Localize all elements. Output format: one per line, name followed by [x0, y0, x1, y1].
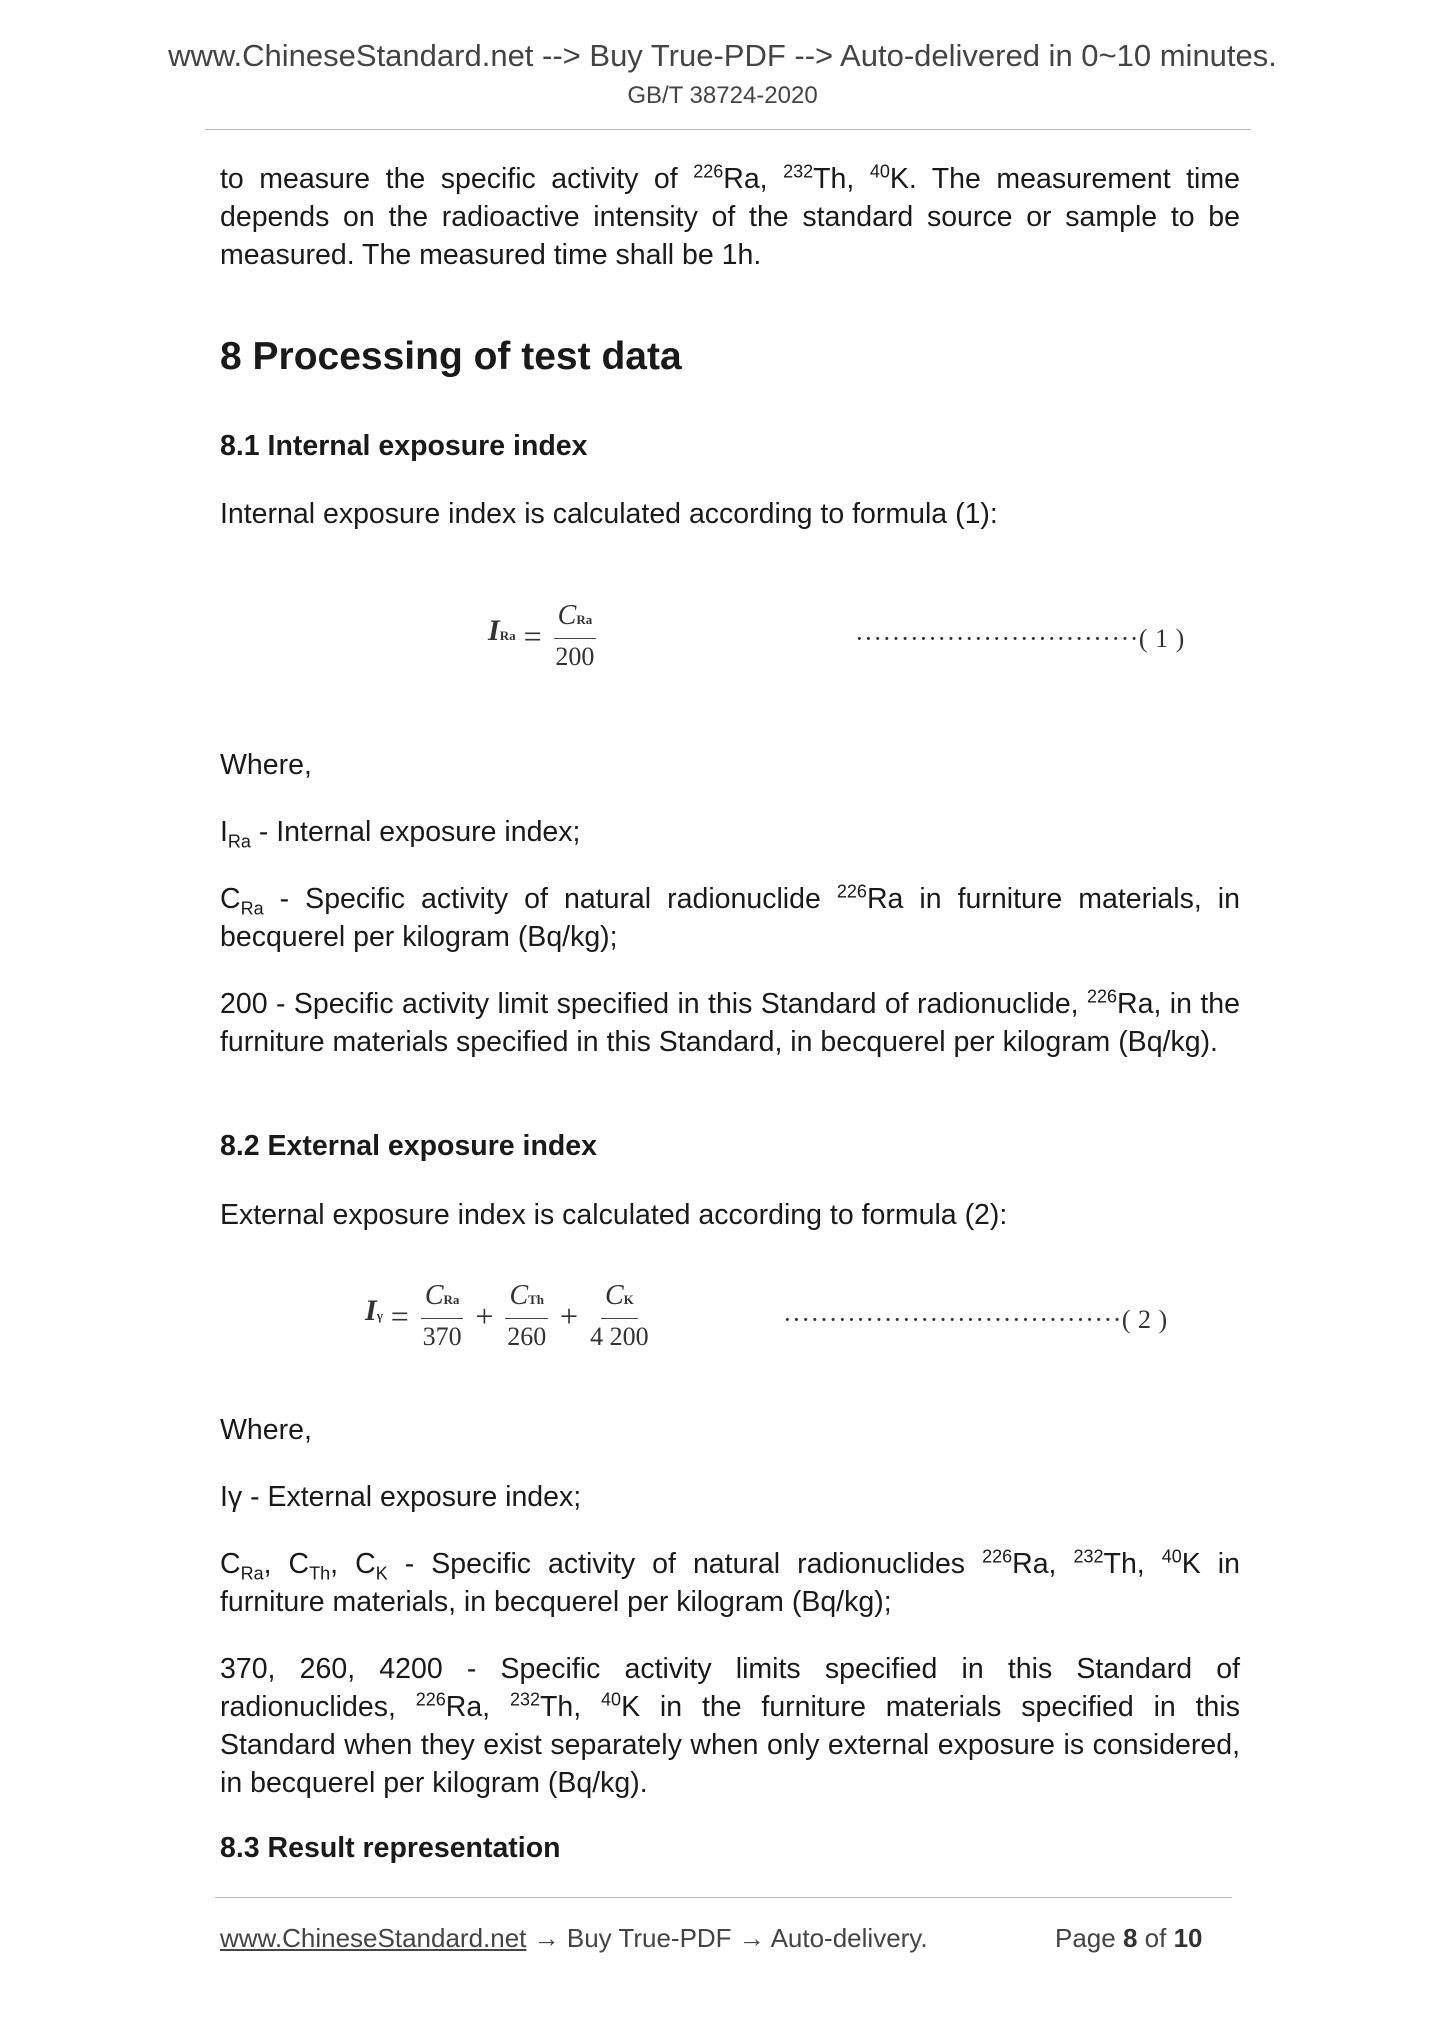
- s82-def-1: Iγ - External exposure index;: [220, 1481, 582, 1513]
- s81-where: Where,: [220, 749, 312, 781]
- formula-1-label: ( 1 ): [1138, 624, 1185, 653]
- formula-2-term-ra: $\frac{\text{CRa}}{370}$: [422, 1280, 462, 1351]
- s81-intro: Internal exposure index is calculated according to formula (1):: [220, 498, 998, 530]
- page-indicator: Page 8 of 10: [1055, 1923, 1203, 1953]
- formula-1-fraction: $\frac{\text{CRa}}{200}$: [555, 600, 595, 671]
- formula-2-label: ( 2 ): [1121, 1305, 1168, 1334]
- section-8-1-heading: 8.1 Internal exposure index: [220, 430, 588, 462]
- section-8-heading: 8 Processing of test data: [220, 335, 682, 378]
- s82-def-3: 370, 260, 4200 - Specific activity limits specified in this Standard of radionuclides, $^{226}$Ra, $^{232}$Th, $^{40}$K in the furniture materials specified in this Standard when they exist separately when only external exposure is considered, in becquerel per kilogram (Bq/kg).: [220, 1653, 1240, 1799]
- footer-promo: www.ChineseStandard.net → Buy True-PDF → Auto-delivery.: [220, 1923, 928, 1953]
- section-8-3-heading: 8.3 Result representation: [220, 1832, 561, 1864]
- formula-1-leader: ·······························( 1 ): [855, 624, 1185, 653]
- equals-sign: =: [523, 617, 542, 654]
- formula-1: [488, 600, 600, 672]
- section-8-2-heading: 8.2 External exposure index: [220, 1130, 597, 1162]
- formula-2-lhs: Iγ: [365, 1293, 383, 1327]
- formula-2: Iγ = $\frac{\text{CRa}}{370}$ + $\frac{\text{CTh}}{260}$ + $\frac{CK}{4 200}$: [365, 1280, 649, 1351]
- formula-2-leader: ·····································( 2 ): [783, 1305, 1168, 1334]
- s82-def-2: $C_{Ra}$, $C_{Th}$, $C_K$ - Specific activity of natural radionuclides $^{226}$Ra, $^{232}$Th, $^{40}$K in furniture materials, in becquerel per kilogram (Bq/kg);: [220, 1546, 1240, 1618]
- s81-def-2: $C_{Ra}$ - Specific activity of natural radionuclide $^{226}$Ra in furniture materials, in becquerel per kilogram (Bq/kg);: [220, 881, 1240, 953]
- s82-where: Where,: [220, 1414, 312, 1446]
- s81-def-1: $I_{Ra}$ - Internal exposure index;: [220, 816, 581, 852]
- formula-2-term-k: $\frac{CK}{4 200}$: [590, 1280, 649, 1351]
- document-code: GB/T 38724-2020: [627, 82, 818, 109]
- footer-divider: [215, 1897, 1232, 1898]
- footer-site-link[interactable]: www.ChineseStandard.net: [220, 1923, 527, 1953]
- intro-paragraph: to measure the specific activity of $^{226}$Ra, $^{232}$Th, $^{40}$K. The measurement time depends on the radioactive intensity of the standard source or sample to be measured. The measured time shall be 1h.: [220, 161, 1240, 271]
- s81-def-3: 200 - Specific activity limit specified in this Standard of radionuclide, $^{226}$Ra, in the furniture materials specified in this Standard, in becquerel per kilogram (Bq/kg).: [220, 986, 1240, 1058]
- formula-1-lhs: IRa: [488, 613, 516, 647]
- s82-intro: External exposure index is calculated according to formula (2):: [220, 1199, 1008, 1231]
- header-banner: www.ChineseStandard.net --> Buy True-PDF --> Auto-delivered in 0~10 minutes.: [168, 38, 1277, 73]
- header-divider: [205, 129, 1251, 130]
- formula-2-term-th: $\frac{\text{CTh}}{260}$: [507, 1280, 547, 1351]
